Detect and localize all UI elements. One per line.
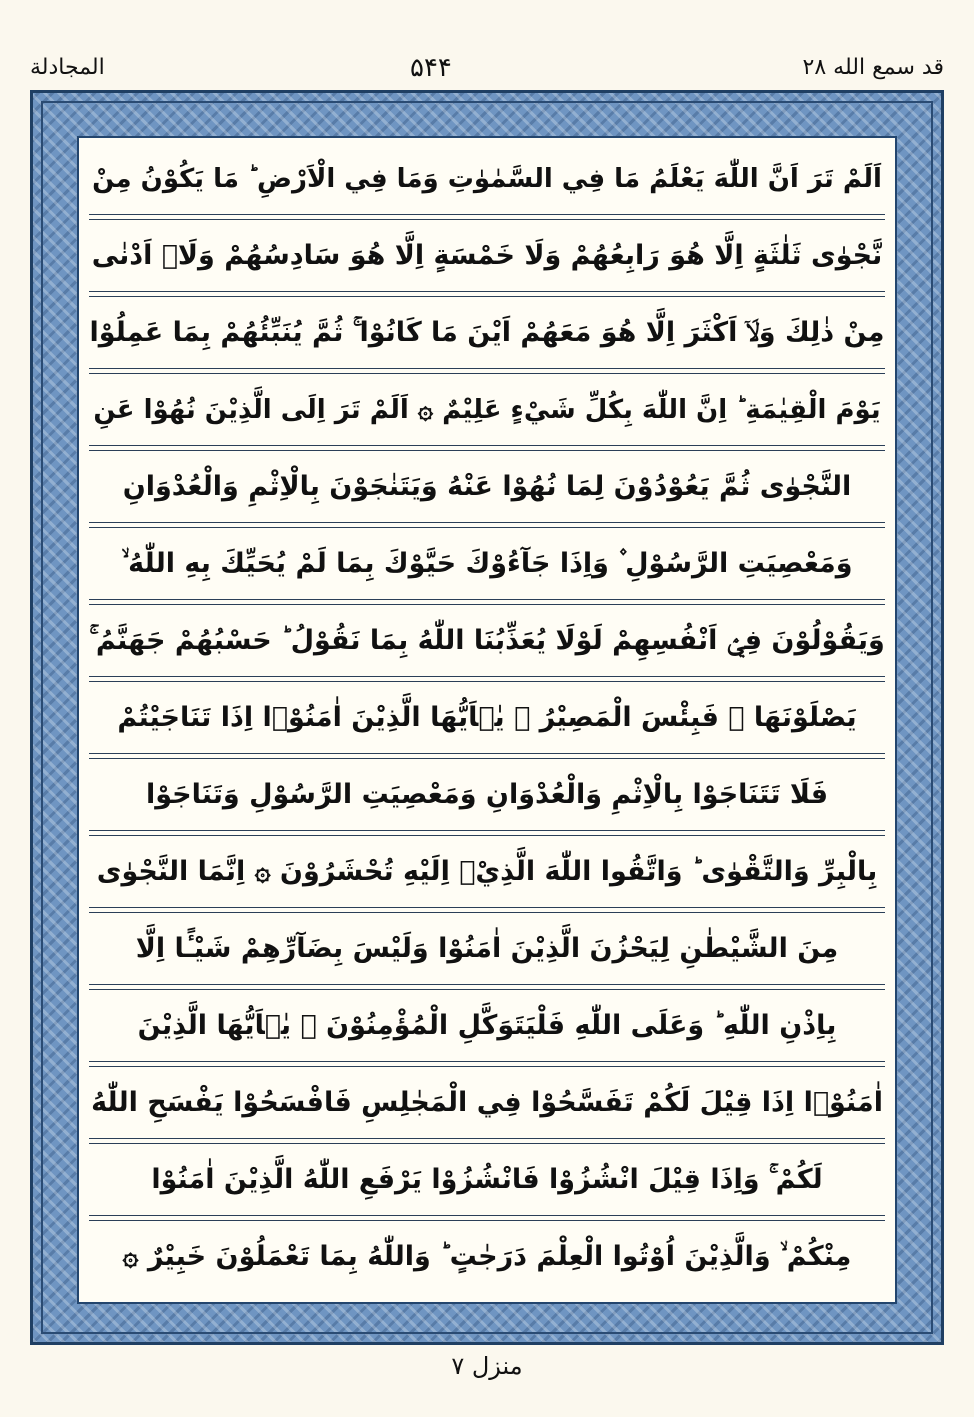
juz-name: قد سمع الله ۲۸ — [802, 55, 944, 80]
verse-line-3: مِنْ ذٰلِكَ وَلَاۤ اَكْثَرَ اِلَّا هُوَ مَعَهُمْ اَيْنَ مَا كَانُوْا ۚ ثُمَّ يُنَبِّئُهُمْ بِمَا عَمِلُوْا — [89, 316, 885, 348]
verse-line-7: وَيَقُوْلُوْنَ فِيْۤ اَنْفُسِهِمْ لَوْلَا يُعَذِّبُنَا اللّٰهُ بِمَا نَقُوْلُ ؕ حَسْبُهُمْ جَهَنَّمُ ۚ — [89, 624, 885, 656]
verse-line-5: النَّجْوٰى ثُمَّ يَعُوْدُوْنَ لِمَا نُهُوْا عَنْهُ وَيَتَنٰجَوْنَ بِالْاِثْمِ وَالْعُدْوَانِ — [122, 471, 852, 502]
text-panel — [77, 136, 897, 1304]
ornamental-border — [30, 90, 944, 1345]
surah-name: المجادلة — [30, 55, 105, 80]
verse-line-1: اَلَمْ تَرَ اَنَّ اللّٰهَ يَعْلَمُ مَا فِي السَّمٰوٰتِ وَمَا فِي الْاَرْضِ ؕ مَا يَكُوْنُ مِنْ — [92, 163, 882, 194]
verse-line-8: يَصْلَوْنَهَا ۚ فَبِئْسَ الْمَصِيْرُ ۞ يٰۤاَيُّهَا الَّذِيْنَ اٰمَنُوْۤا اِذَا تَنَاجَيْتُمْ — [117, 702, 857, 733]
verse-line-9: فَلَا تَتَنَاجَوْا بِالْاِثْمِ وَالْعُدْوَانِ وَمَعْصِيَتِ الرَّسُوْلِ وَتَنَاجَوْا — [145, 779, 829, 810]
page-number: ۵۴۴ — [410, 53, 452, 83]
verse-line-10: بِالْبِرِّ وَالتَّقْوٰى ؕ وَاتَّقُوا اللّٰهَ الَّذِيْۤ اِلَيْهِ تُحْشَرُوْنَ ۞ اِنَّمَا النَّجْوٰى — [96, 856, 878, 887]
verse-line-14: لَكُمْ ۚ وَاِذَا قِيْلَ انْشُزُوْا فَانْشُزُوْا يَرْفَعِ اللّٰهُ الَّذِيْنَ اٰمَنُوْا — [151, 1163, 823, 1195]
page-header — [30, 46, 944, 90]
verse-line-15: مِنْكُمْ ۙ وَالَّذِيْنَ اُوْتُوا الْعِلْمَ دَرَجٰتٍ ؕ وَاللّٰهُ بِمَا تَعْمَلُوْنَ خَبِيْرٌ ۞ — [122, 1240, 852, 1272]
verse-line-12: بِاِذْنِ اللّٰهِ ؕ وَعَلَى اللّٰهِ فَلْيَتَوَكَّلِ الْمُؤْمِنُوْنَ ۞ يٰۤاَيُّهَا الَّذِيْنَ — [137, 1010, 837, 1041]
manzil-footer: منزل ۷ — [451, 1352, 523, 1380]
verse-line-11: مِنَ الشَّيْطٰنِ لِيَحْزُنَ الَّذِيْنَ اٰمَنُوْا وَلَيْسَ بِضَآرِّهِمْ شَيْـًٔا اِلَّا — [135, 933, 839, 964]
verse-line-6: وَمَعْصِيَتِ الرَّسُوْلِ ۫ وَاِذَا جَآءُوْكَ حَيَّوْكَ بِمَا لَمْ يُحَيِّكَ بِهِ اللّٰهُ ۙ — [121, 547, 853, 579]
verse-line-2: نَّجْوٰى ثَلٰثَةٍ اِلَّا هُوَ رَابِعُهُمْ وَلَا خَمْسَةٍ اِلَّا هُوَ سَادِسُهُمْ وَلَاۤ اَدْنٰى — [91, 240, 883, 271]
verse-line-4: يَوْمَ الْقِيٰمَةِ ؕ اِنَّ اللّٰهَ بِكُلِّ شَيْءٍ عَلِيْمٌ ۞ اَلَمْ تَرَ اِلَى الَّذِيْنَ نُهُوْا عَنِ — [93, 394, 881, 425]
verse-line-13: اٰمَنُوْۤا اِذَا قِيْلَ لَكُمْ تَفَسَّحُوْا فِي الْمَجٰلِسِ فَافْسَحُوْا يَفْسَحِ اللّٰهُ — [91, 1087, 883, 1118]
